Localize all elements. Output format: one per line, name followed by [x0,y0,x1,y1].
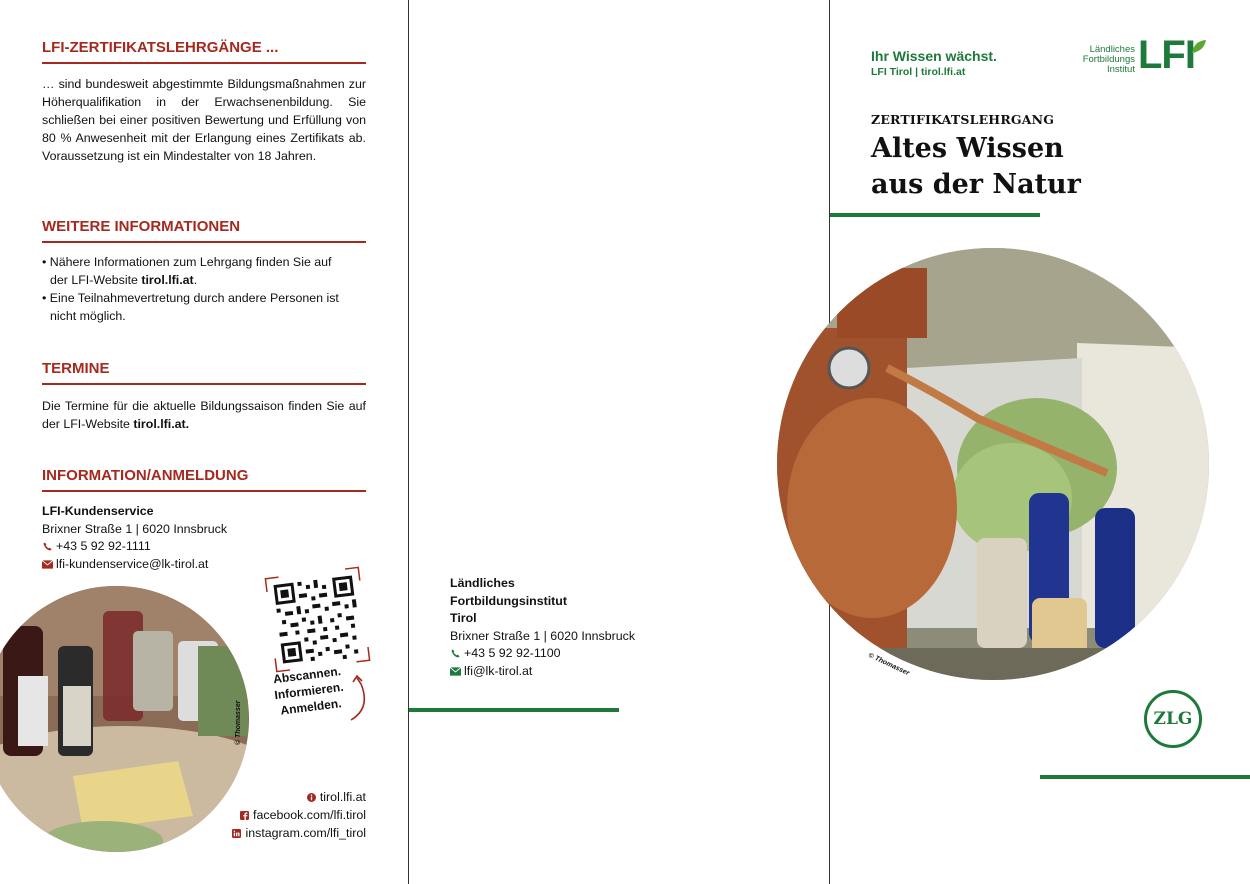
phone-icon [450,646,464,660]
fold-line-left [408,0,409,884]
arrow-icon [343,672,373,727]
section-heading-anmeldung: INFORMATION/ANMELDUNG [42,467,366,492]
photo-credit: © Thomasser [867,652,911,678]
green-rule [830,213,1040,217]
institute-name: Ländliches Fortbildungsinstitut Tirol [450,576,567,625]
section-text-zertifikat: … sind bundesweit abgestimmte Bildungsmaßnahmen zur Höherqualifikation in der Erwachsenenbildung. Sie schließen bei einer positiven Bewertung und Erfüllung von 80 % Anwesenheit mit der Erlangung eines Zertifikats ab. Voraussetzung ist ein Mindestalter von 18 Jahren. [42,77,366,163]
page-title: Altes Wissen aus der Natur [871,133,1081,200]
social-facebook[interactable]: facebook.com/lfi.tirol [231,806,366,824]
phone-icon [42,539,56,553]
badge-text: ZLG [1153,709,1193,729]
mail-icon [42,557,56,571]
logo-mark: LFI [1138,33,1195,77]
zlg-badge [1144,690,1202,748]
green-rule [1040,775,1250,779]
product-photo [0,586,249,852]
contact-phone[interactable]: +43 5 92 92-1111 [56,539,151,553]
section-heading-zertifikat: LFI-ZERTIFIKATSLEHRGÄNGE ... [42,39,366,64]
contact-block-kundenservice [42,503,227,573]
leaf-icon [1190,37,1210,57]
contact-email[interactable]: lfi@lk-tirol.at [464,663,533,678]
section-heading-weitere: WEITERE INFORMATIONEN [42,218,366,243]
contact-address: Brixner Straße 1 | 6020 Innsbruck [42,521,228,536]
info-icon [306,790,320,804]
bullet-list [42,253,352,325]
qr-code[interactable] [265,567,371,673]
mail-icon [450,664,464,678]
contact-name: LFI-Kundenservice [42,504,154,518]
logo-text: Ländliches Fortbildungs Institut [1082,44,1135,75]
linkedin-icon [231,826,245,840]
photo-credit: © Thomasser [235,700,242,745]
social-instagram[interactable]: instagram.com/lfi_tirol [231,824,366,842]
contact-email[interactable]: lfi-kundenservice@lk-tirol.at [56,556,209,571]
tagline: Ihr Wissen wächst. LFI Tirol | tirol.lfi.at [871,48,997,78]
distillery-photo [777,248,1209,680]
green-rule [409,708,619,712]
section-text-termine: Die Termine für die aktuelle Bildungssaison finden Sie auf der LFI-Website tirol.lfi.at. [42,399,366,431]
qr-caption: Abscannen. Informieren. Anmelden. [272,664,345,718]
list-item: • Nähere Informationen zum Lehrgang finden Sie auf der LFI-Website tirol.lfi.at. [42,255,332,287]
list-item: • Eine Teilnahmevertretung durch andere Personen ist nicht möglich. [42,291,339,323]
contact-block-institut [450,575,635,680]
contact-address: Brixner Straße 1 | 6020 Innsbruck [450,628,636,643]
kicker: ZERTIFIKATSLEHRGANG [871,112,1055,127]
social-links [231,788,366,842]
contact-phone[interactable]: +43 5 92 92-1100 [464,646,561,660]
facebook-icon [239,808,253,822]
lfi-logo [1070,33,1210,78]
social-web[interactable]: tirol.lfi.at [231,788,366,806]
section-heading-termine: TERMINE [42,360,366,385]
website-link[interactable]: tirol.lfi.at. [133,417,190,431]
website-link[interactable]: tirol.lfi.at [141,273,194,287]
